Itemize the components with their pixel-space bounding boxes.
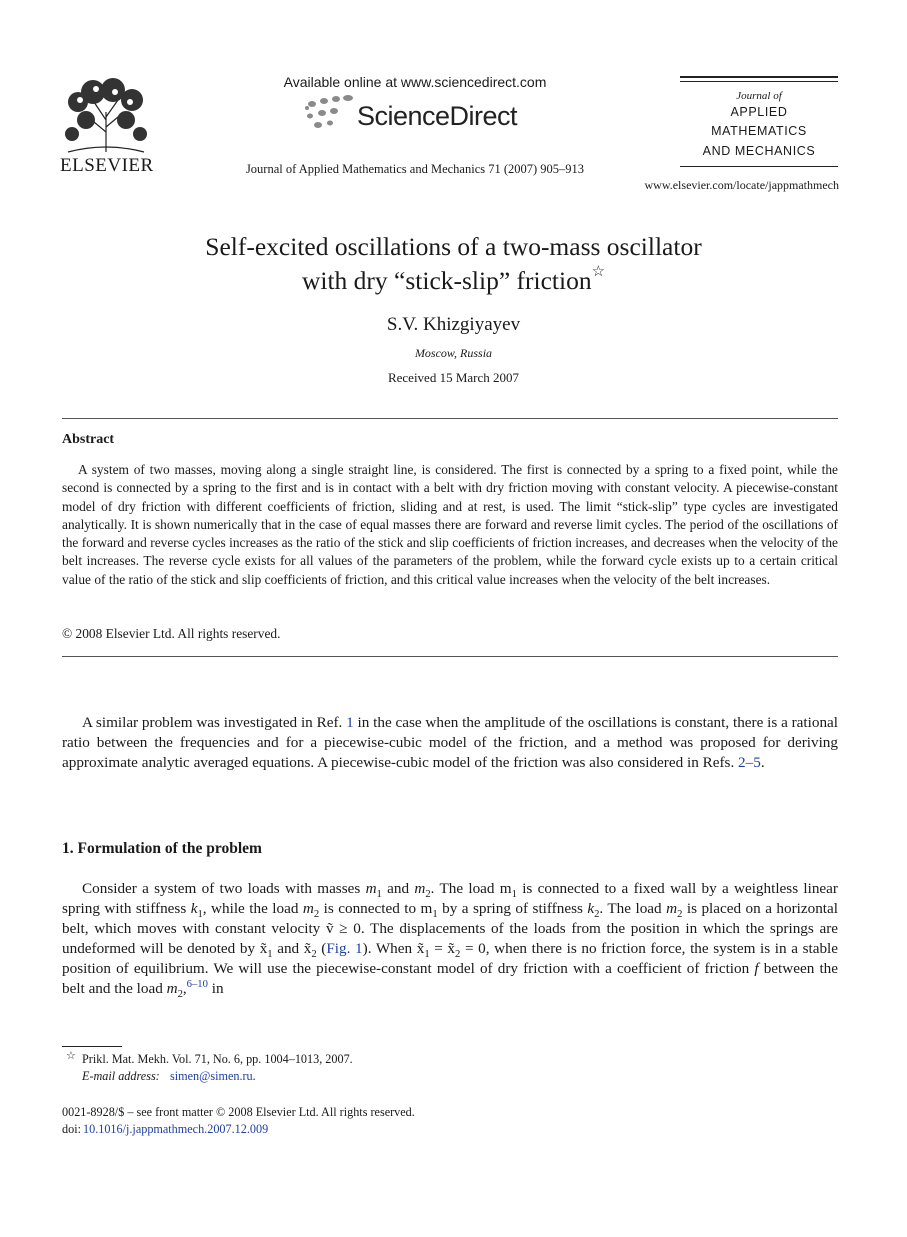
subscript: 2 (455, 948, 461, 960)
author-affiliation: Moscow, Russia (414, 346, 493, 360)
journal-box-line-3: AND MECHANICS (702, 144, 816, 158)
subscript: 2 (677, 908, 683, 920)
symbol: x̃ (303, 939, 312, 957)
body-text: Consider a system of two loads with masses (82, 880, 366, 897)
body-text: , (182, 979, 187, 997)
sciencedirect-name: ScienceDirect (357, 101, 518, 131)
article-title-line-1: Self-excited oscillations of a two-mass oscillator (205, 232, 702, 261)
footnote-star-icon: ☆ (66, 1050, 76, 1062)
body-text: by a spring of stiffness (437, 899, 588, 917)
journal-citation: Journal of Applied Mathematics and Mechanics 71 (2007) 905–913 (245, 162, 585, 176)
symbol: m (365, 880, 377, 897)
body-text: ). When (362, 939, 417, 957)
subscript: 1 (432, 908, 438, 920)
abstract-heading: Abstract (62, 432, 115, 447)
abstract-copyright: © 2008 Elsevier Ltd. All rights reserved. (62, 626, 281, 641)
email-punct: . (252, 1069, 256, 1083)
body-text: , while the load (202, 899, 303, 917)
figure-link[interactable]: Fig. 1 (326, 939, 363, 957)
symbol: m (666, 899, 678, 917)
intro-text: A similar problem was investigated in Ref. (82, 714, 347, 731)
symbol: x̃ (447, 939, 456, 957)
subscript: 1 (376, 889, 382, 901)
reference-link[interactable]: 6–10 (186, 978, 208, 990)
doi-label: doi: (62, 1122, 81, 1136)
publisher-name: ELSEVIER (60, 155, 154, 176)
issn-line: 0021-8928/$ – see front matter © 2008 Elsevier Ltd. All rights reserved. (62, 1105, 415, 1119)
journal-box-rule (680, 76, 838, 78)
subscript: 2 (177, 988, 183, 1000)
journal-box-line-1: APPLIED (730, 105, 788, 119)
body-text: , when there is no friction force, the system is in a stable position of equilibrium. We will use the piecewise-constant model of dry friction with a coefficient of friction (62, 939, 839, 977)
reference-link[interactable]: 2–5 (738, 753, 761, 771)
abstract-bottom-rule (62, 656, 838, 657)
subscript: 2 (311, 948, 317, 960)
subscript: 2 (594, 908, 600, 920)
journal-box-rule (680, 81, 838, 82)
symbol: k (190, 899, 198, 917)
doi-link[interactable]: 10.1016/j.jappmathmech.2007.12.009 (83, 1122, 269, 1136)
symbol: m (166, 979, 178, 997)
journal-box-journal-of: Journal of (736, 90, 782, 102)
subscript: 1 (267, 948, 273, 960)
email-link[interactable]: simen@simen.ru (170, 1069, 253, 1083)
email-link-row (170, 1069, 256, 1084)
body-text: is placed on a horizontal belt, which moves with constant velocity (62, 899, 838, 937)
received-date: Received 15 March 2007 (387, 370, 520, 385)
intro-paragraph (62, 713, 838, 773)
symbol: x̃ (416, 939, 425, 957)
body-text: ( (316, 939, 327, 957)
abstract-body: A system of two masses, moving along a single straight line, is considered. The first is connected by a spring to a fixed point, while the second is connected by a spring to the first and is in contact with a belt with dry friction moving with constant velocity. A piecewise-constant model of dry friction with different coefficients of friction, sliding and at rest, is used. The limit “stick-slip” type cycles are investigated analytically. It is shown numerically that in the case of equal masses there are forward and reverse limit cycles. The period of the oscillations of the forward and reverse cycles increases as the ratio of the stick and slip coefficients of friction increases, and decreases when the velocity of the belt increases. The reverse cycle exists for all values of the parameters of the problem, while the forward cycle exists up to a certain critical value of the ratio of the stick and slip coefficients of friction, and this critical value increases when the velocity of the belt increases. (62, 462, 838, 587)
symbol: x̃ (259, 939, 268, 957)
abstract-top-rule (62, 418, 838, 419)
symbol: ṽ ≥ 0 (325, 919, 361, 937)
subscript: 1 (197, 908, 203, 920)
footnote-rule (62, 1046, 122, 1047)
symbol: m (414, 880, 426, 897)
section-heading: 1. Formulation of the problem (62, 840, 262, 857)
body-text: . The displacements of the loads from the position in which the springs are undeformed will be denoted by (62, 919, 839, 957)
symbol: f (754, 959, 759, 977)
body-text: is connected to m (319, 899, 433, 917)
symbol: k (587, 899, 595, 917)
journal-box-rule (680, 166, 838, 167)
intro-text: . (760, 753, 765, 771)
symbol: = (429, 939, 448, 957)
article-title-text: with dry “stick-slip” friction (301, 266, 592, 295)
journal-url-link[interactable]: www.elsevier.com/locate/jappmathmech (644, 178, 839, 192)
article-title-line-2 (0, 266, 907, 296)
body-text: in (207, 979, 224, 997)
reference-link[interactable]: 1 (346, 714, 354, 731)
subscript: 2 (313, 908, 320, 920)
subscript: 2 (425, 889, 431, 901)
body-text: is connected to a fixed wall by a weightless linear spring with stiffness (62, 880, 838, 917)
body-text: between the belt and the load (62, 959, 838, 997)
email-label: E-mail address: (82, 1069, 160, 1083)
body-text: and (381, 880, 415, 897)
body-text: and (272, 939, 304, 957)
body-text: . The load m (430, 880, 512, 897)
body-text: . The load (599, 899, 667, 917)
subscript: 1 (511, 889, 517, 901)
footnote-text: Prikl. Mat. Mekh. Vol. 71, No. 6, pp. 1004–1013, 2007. (82, 1052, 353, 1066)
title-footnote-star-icon[interactable]: ☆ (591, 264, 606, 280)
author-name: S.V. Khizgiyayev (386, 314, 521, 335)
symbol: m (302, 899, 314, 917)
intro-text: in the case when the amplitude of the oscillations is constant, there is a rational ratio between the frequencies and for a piecewise-cubic model of the friction, and a method was proposed for deriving approximate analytic averaged equations. A piecewise-cubic model of the friction was also considered in Refs. (62, 714, 838, 771)
symbol: = 0 (460, 939, 486, 957)
available-online-text[interactable]: Available online at www.sciencedirect.com (283, 74, 547, 90)
section-1-paragraph (62, 879, 838, 998)
subscript: 1 (424, 948, 430, 960)
journal-box-line-2: MATHEMATICS (711, 124, 807, 138)
